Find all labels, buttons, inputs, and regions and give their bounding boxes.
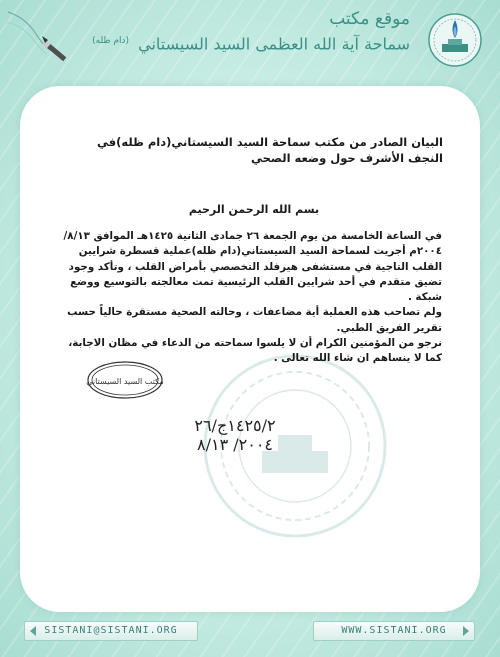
date-hijri: ١٤٢٥/٢ج/٢٦: [194, 416, 276, 435]
footer-email-link[interactable]: [24, 621, 198, 641]
document-paper: [20, 86, 480, 612]
date-gregorian: ٢٠٠٤/ ٨/١٣: [196, 435, 274, 454]
office-seal: [86, 360, 164, 400]
statement-paragraph: ولم تصاحب هذه العملية أية مضاعفات ، وحالته الصحية مستقرة حالياً حسب تقرير الفريق الطبي.: [67, 306, 442, 334]
footer-email-text: SISTANI@SISTANI.ORG: [44, 625, 178, 636]
footer-website-link[interactable]: [313, 621, 475, 641]
arrow-left-icon: [30, 626, 36, 636]
site-header: [0, 0, 500, 75]
sistani-logo-icon: [420, 6, 490, 68]
statement-paragraph: نرجو من المؤمنين الكرام أن لا يلسوا سماحته من الدعاء في مظان الاجابة، كما لا ينساهم ان شاء الله تعالى .: [68, 337, 442, 365]
seal-text: مكتب السيد السيستاني: [86, 377, 164, 386]
statement-title: البيان الصادر من مكتب سماحة السيد السيستاني(دام ظله)في النجف الأشرف حول وضعه الصحي: [96, 135, 443, 165]
statement-paragraph: في الساعة الخامسة من يوم الجمعة ٢٦ جمادى الثانية ١٤٢٥هـ الموافق ٨/١٣/ ٢٠٠٤م أجريت لسماحة السيد السيستاني(دام ظله)عملية قسطرة شرايين القلب التاجية في مستشفى هيرفلد التخصصي بأمراض القلب ، وتأكد وجود تضيق متقدم في أحد شرايين القلب الرئيسية تمت معالجته بالتوسيع ووضع شبكة .: [63, 230, 442, 304]
site-title-name: سماحة آية الله العظمى السيد السيستاني: [138, 34, 410, 54]
arrow-right-icon: [463, 626, 469, 636]
pen-icon: [6, 4, 66, 66]
site-title: [92, 8, 410, 55]
footer-website-text: WWW.SISTANI.ORG: [341, 625, 447, 636]
statement-body: [58, 229, 442, 367]
site-title-line1: موقع مكتب: [329, 9, 410, 29]
site-title-line2: [92, 30, 410, 55]
site-title-suffix: (دام ظله): [92, 36, 130, 46]
basmala: بسم الله الرحمن الرحيم: [188, 203, 320, 216]
date-block: [160, 416, 310, 454]
